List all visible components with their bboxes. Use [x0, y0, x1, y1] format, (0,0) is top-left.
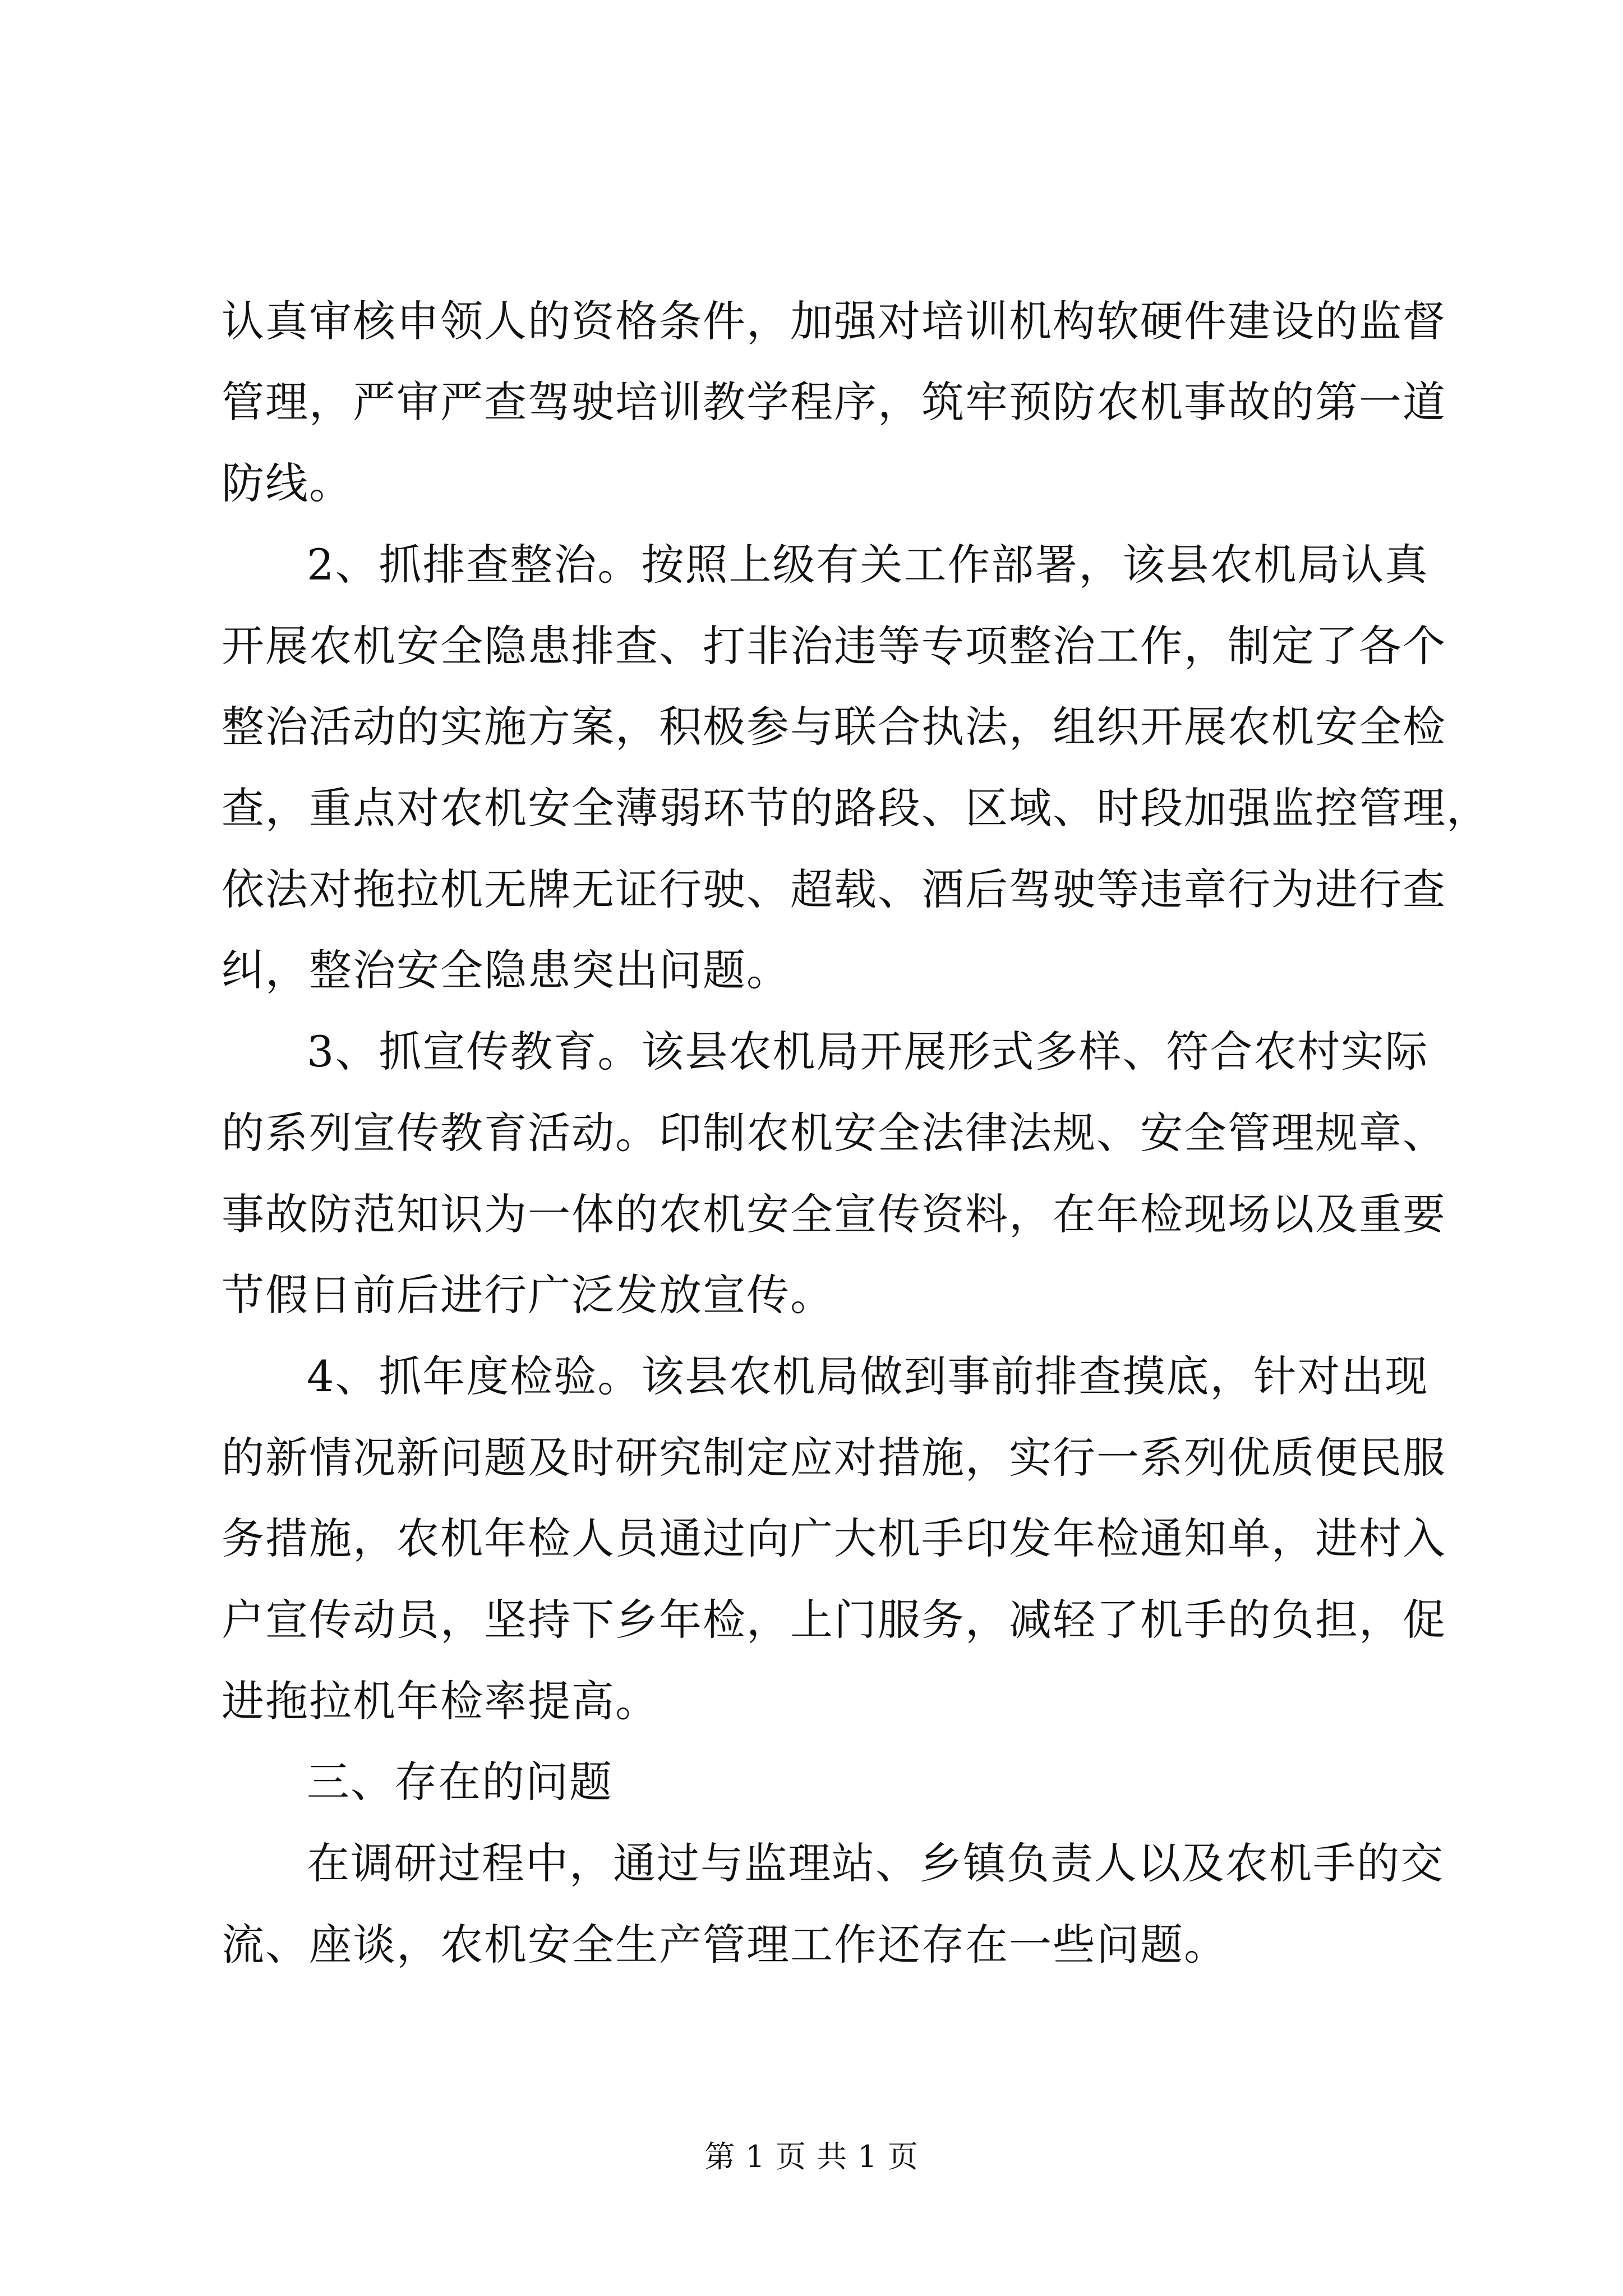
section-heading: 三、存在的问题	[307, 1757, 613, 1807]
body-line: 开展农机安全隐患排查、打非治违等专项整治工作，制定了各个	[222, 621, 1446, 671]
body-line: 事故防范知识为一体的农机安全宣传资料，在年检现场以及重要	[222, 1189, 1446, 1239]
body-line: 的新情况新问题及时研究制定应对措施，实行一系列优质便民服	[222, 1433, 1446, 1483]
body-line: 户宣传动员，坚持下乡年检，上门服务，减轻了机手的负担，促	[222, 1595, 1446, 1645]
body-line: 进拖拉机年检率提高。	[222, 1676, 659, 1726]
page-footer: 第 1 页 共 1 页	[704, 2139, 919, 2174]
body-line: 防线。	[222, 458, 353, 508]
body-line: 管理，严审严查驾驶培训教学程序，筑牢预防农机事故的第一道	[222, 377, 1446, 427]
paragraph-start-line: 在调研过程中，通过与监理站、乡镇负责人以及农机手的交	[307, 1838, 1444, 1888]
body-line: 整治活动的实施方案，积极参与联合执法，组织开展农机安全检	[222, 702, 1446, 752]
body-line: 务措施，农机年检人员通过向广大机手印发年检通知单，进村入	[222, 1513, 1446, 1563]
body-line: 认真审核申领人的资格条件，加强对培训机构软硬件建设的监督	[222, 296, 1446, 346]
paragraph-start-line: 3、抓宣传教育。该县农机局开展形式多样、符合农村实际	[307, 1027, 1429, 1076]
body-line: 的系列宣传教育活动。印制农机安全法律法规、安全管理规章、	[222, 1108, 1446, 1158]
body-line: 流、座谈，农机安全生产管理工作还存在一些问题。	[222, 1920, 1228, 1970]
body-line: 依法对拖拉机无牌无证行驶、超载、酒后驾驶等违章行为进行查	[222, 864, 1446, 914]
paragraph-start-line: 2、抓排查整治。按照上级有关工作部署，该县农机局认真	[307, 540, 1429, 590]
body-line: 节假日前后进行广泛发放宣传。	[222, 1270, 834, 1320]
body-line: 纠，整治安全隐患突出问题。	[222, 945, 790, 995]
paragraph-start-line: 4、抓年度检验。该县农机局做到事前排查摸底，针对出现	[307, 1351, 1429, 1401]
body-line: 查，重点对农机安全薄弱环节的路段、区域、时段加强监控管理，	[222, 783, 1490, 833]
